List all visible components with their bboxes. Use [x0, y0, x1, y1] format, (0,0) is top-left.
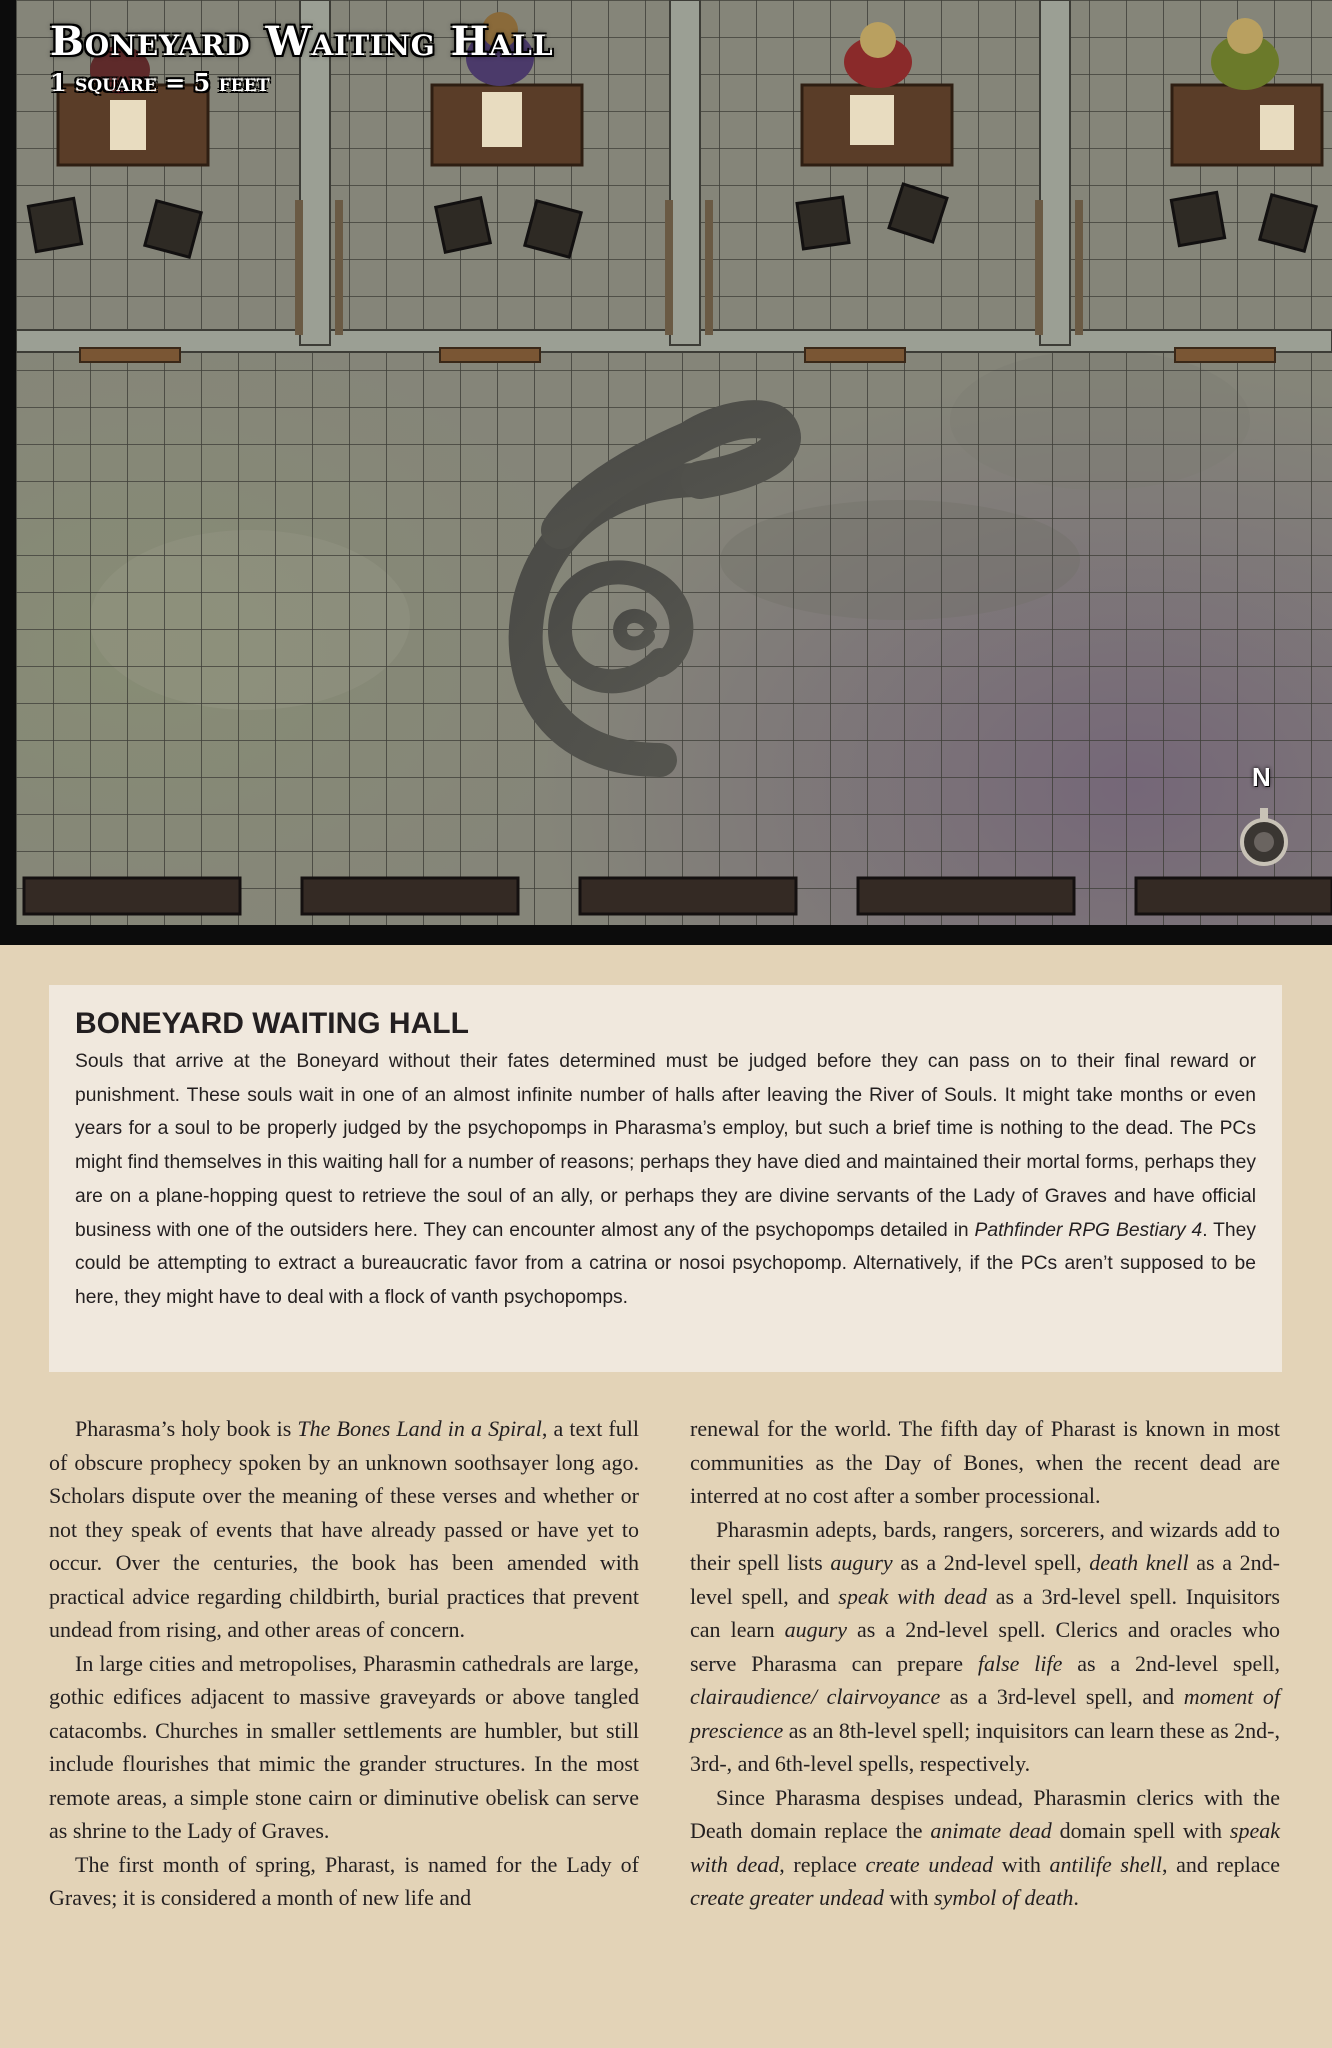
map-scale-label: 1 square = 5 feet	[50, 68, 270, 97]
paragraph-pharast: The first month of spring, Pharast, is named for the Lady of Graves; it is considered a month of new life and	[49, 1851, 639, 1910]
map-illustration	[0, 0, 1332, 945]
text: as a 2nd-level spell,	[1062, 1650, 1280, 1676]
sidebar-title: BONEYARD WAITING HALL	[75, 1007, 469, 1040]
spell-name: false life	[977, 1650, 1063, 1676]
map-title: Boneyard Waiting Hall	[50, 18, 554, 65]
sidebar-text	[75, 1045, 1256, 1315]
spell-name: speak with dead	[690, 1818, 1280, 1877]
spell-name: animate dead	[930, 1818, 1052, 1843]
sidebar-text-1: Souls that arrive at the Boneyard without their fates determined must be judged before they can pass on to their final reward or punishment. These souls wait in one of an almost infinite number of halls after leaving the River of Souls. It might take months or even years for a soul to be properly judged by the psychopomps in Pharasma’s employ, but such a brief time is nothing to the dead. The PCs might find themselves in this waiting hall for a number of reasons; perhaps they have died and maintained their mortal forms, perhaps they are on a plane-hopping quest to retrieve the soul of an ally, or perhaps they are divine servants of the Lady of Graves and have official business with one of the outsiders here. They can encounter almost any of the psychopomps detailed in	[75, 1051, 1256, 1241]
text: , and replace	[1161, 1851, 1280, 1877]
spell-name: symbol of death	[934, 1885, 1074, 1910]
spell-name: speak with dead	[838, 1583, 987, 1609]
spell-name: clairaudience/ clairvoyance	[690, 1684, 941, 1709]
text: as a 2nd-level spell. Clerics and oracles who serve Pharasma can prepare	[690, 1617, 1281, 1676]
sidebar-text-2: . They could be attempting to extract a bureaucratic favor from a catrina or nosoi psychopomp. Alternatively, if the PCs aren’t supposed to be here, they might have to deal with a flock of vanth psychopomps.	[75, 1219, 1257, 1308]
text: as a 3rd-level spell. Inquisitors can learn	[690, 1583, 1280, 1642]
book-title: The Bones Land in a Spiral	[297, 1416, 542, 1441]
spell-name: death knell	[1089, 1550, 1189, 1575]
spell-name: augury	[830, 1550, 893, 1575]
text: as an 8th-level spell; inquisitors can learn these as 2nd-, 3rd-, and 6th-level spells, respectively.	[690, 1717, 1280, 1776]
text: Pharasmin adepts, bards, rangers, sorcerers, and wizards add to their spell lists	[690, 1516, 1280, 1575]
column-right	[690, 1412, 1280, 1915]
text: , a text full of obscure prophecy spoken by an unknown soothsayer long ago. Scholars dispute over the meaning of these verses and whether or not they speak of events that have already passed or have yet to occur. Over the centuries, the book has been amended with practical advice regarding childbirth, burial practices that prevent undead from rising, and other areas of concern.	[49, 1416, 639, 1642]
compass-north-label: N	[1252, 762, 1271, 792]
column-left	[49, 1412, 639, 1915]
spell-name: create greater undead	[690, 1885, 884, 1910]
text: as a 2nd-level spell,	[892, 1550, 1090, 1575]
text: as a 3rd-level spell, and	[940, 1684, 1184, 1709]
benches	[24, 878, 1332, 914]
text: with	[993, 1851, 1050, 1877]
paragraph-holy-book	[49, 1412, 639, 1647]
paragraph-pharast-continued: renewal for the world. The fifth day of Pharast is known in most communities as the Day of Bones, when the recent dead are interred at no cost after a somber processional.	[690, 1416, 1280, 1508]
spell-name: antilife shell	[1049, 1851, 1162, 1877]
text: as a 2nd-level spell, and	[690, 1550, 1280, 1609]
spell-name: augury	[784, 1617, 847, 1642]
spell-name: moment of prescience	[690, 1684, 1281, 1743]
paragraph-spell-lists	[690, 1513, 1280, 1781]
text: .	[1073, 1885, 1079, 1910]
text: domain spell with	[1051, 1818, 1230, 1843]
sidebar-book-reference: Pathfinder RPG Bestiary 4	[974, 1219, 1203, 1241]
paragraph-death-domain	[690, 1781, 1280, 1915]
dungeon-map	[0, 0, 1332, 945]
text: Since Pharasma despises undead, Pharasmin clerics with the Death domain replace the	[690, 1784, 1280, 1843]
text: with	[883, 1885, 934, 1910]
text: Pharasma’s holy book is	[75, 1416, 298, 1441]
paragraph-cathedrals: In large cities and metropolises, Pharasmin cathedrals are large, gothic edifices adjacent to massive graveyards or above tangled catacombs. Churches in smaller settlements are humbler, but still include flourishes that mimic the grander structures. In the most remote areas, a simple stone cairn or diminutive obelisk can serve as shrine to the Lady of Graves.	[49, 1650, 639, 1843]
text: , replace	[779, 1851, 866, 1877]
spell-name: create undead	[865, 1851, 994, 1877]
sidebar-box	[49, 985, 1282, 1372]
